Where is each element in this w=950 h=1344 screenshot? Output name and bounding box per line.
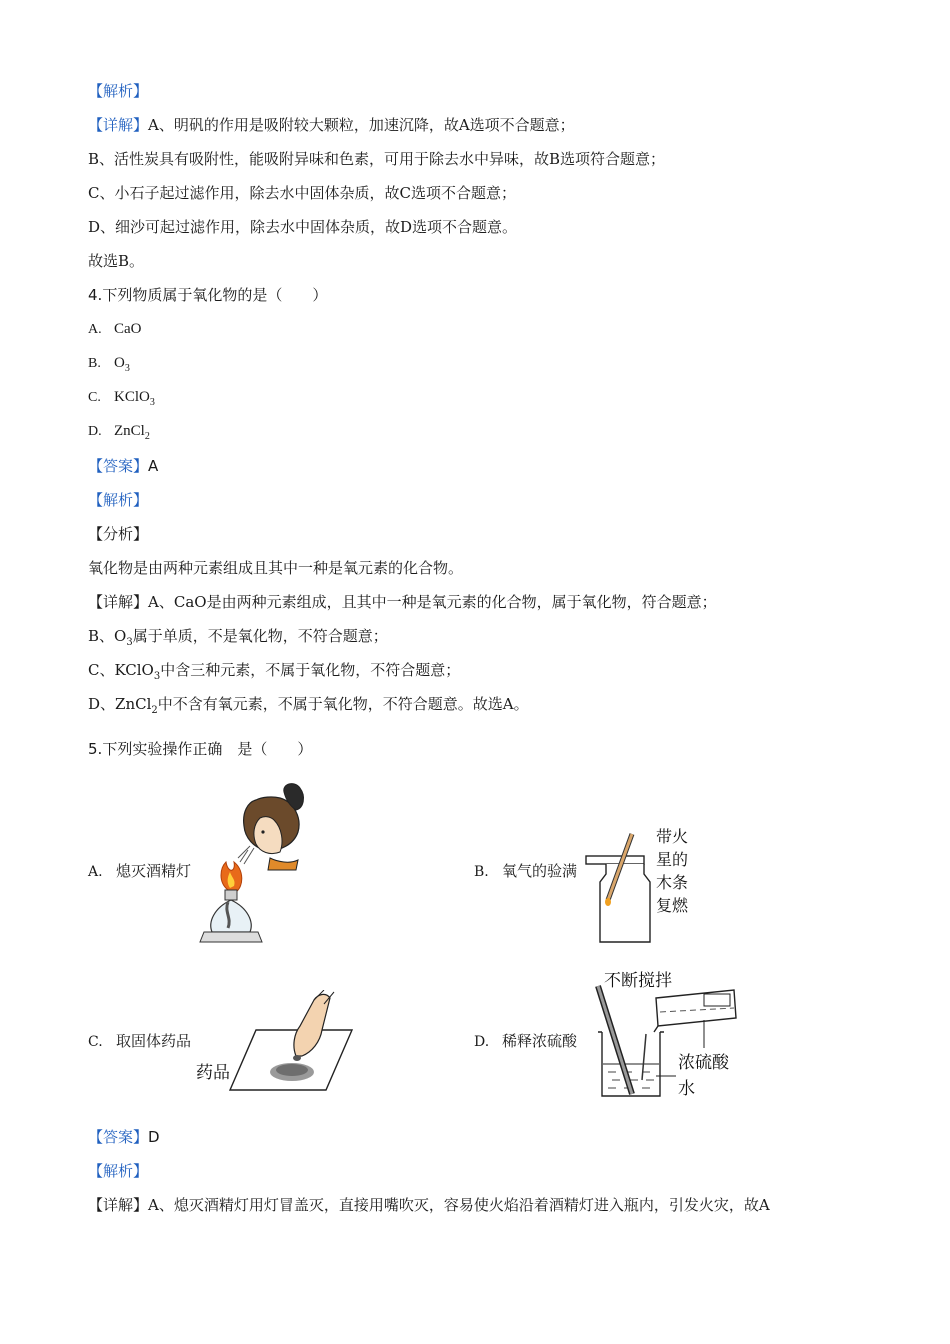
answer-line: 【答案】A [88, 457, 159, 475]
detail-line: D、ZnCl$_2$中不含有氧元素，不属于氧化物，不符合题意。故选A。 [88, 695, 529, 716]
detail-line: B、$O_3$属于单质，不是氧化物，不符合题意； [88, 627, 388, 648]
analysis-tag: 【解析】 [88, 1162, 149, 1180]
label-d-water: 水 [678, 1079, 695, 1099]
wick-holder [225, 890, 237, 900]
label-b-1: 带火 [656, 827, 689, 846]
label-c: 药品 [196, 1063, 230, 1083]
weighing-paper [230, 1030, 352, 1090]
oxygen-test-figure [584, 822, 704, 948]
question-4-stem: 4.下列物质属于氧化物的是（ ） [88, 286, 328, 304]
question-5-stem: 5.下列实验操作正确 是（ ） [88, 740, 313, 758]
label-d-stir: 不断搅拌 [604, 971, 672, 991]
detail-tag: 【详解】 [88, 1196, 149, 1214]
option-a: A. CaO [88, 321, 142, 337]
detail-line: B、活性炭具有吸附性，能吸附异味和色素，可用于除去水中异味，故B选项符合题意； [88, 150, 666, 168]
option-b: B. 氧气的验满 [474, 862, 578, 880]
fenxi-tag: 【分析】 [88, 525, 149, 543]
bottle-mouth [654, 1026, 658, 1032]
lamp-base [200, 932, 262, 942]
reagent-pile-top [276, 1064, 308, 1076]
option-c: C. 取固体药品 [88, 1032, 192, 1050]
analysis-tag: 【解析】 [88, 82, 149, 100]
detail-line: C、KClO$_3$中含三种元素，不属于氧化物，不符合题意； [88, 661, 461, 682]
glass-plate [586, 856, 644, 864]
detail-line: 【详解】A、熄灭酒精灯用灯冒盖灭，直接用嘴吹灭，容易使火焰沿着酒精灯进入瓶内，引发火灾，故A [88, 1196, 770, 1214]
label-b-2: 星的 [656, 850, 689, 869]
answer-line: 【答案】D [88, 1128, 160, 1146]
reagent-pile [270, 1063, 314, 1081]
option-d: D. ZnCl$_2$ [88, 423, 150, 442]
bottle-label [704, 994, 730, 1006]
detail-tag: 【详解】 [88, 593, 149, 611]
answer-value: D [148, 1128, 160, 1146]
answer-value: A [148, 457, 159, 475]
label-b-4: 复燃 [656, 896, 689, 915]
analysis-tag: 【解析】 [88, 491, 149, 509]
detail-line: D、细沙可起过滤作用，除去水中固体杂质，故D选项不合题意。 [88, 218, 518, 236]
alcohol-lamp-figure [198, 782, 316, 946]
solid-reagent-figure [196, 990, 358, 1098]
label-d-acid: 浓硫酸 [678, 1053, 729, 1073]
option-d: D. 稀释浓硫酸 [474, 1032, 578, 1050]
detail-line: 【详解】A、明矾的作用是吸附较大颗粒，加速沉降，故A选项不合题意； [88, 116, 575, 134]
breath-lines [238, 846, 254, 864]
detail-line: C、小石子起过滤作用，除去水中固体杂质，故C选项不合题意； [88, 184, 516, 202]
conclusion: 故选B。 [88, 252, 145, 270]
pinched-reagent [293, 1055, 301, 1061]
question-number: 5. [88, 740, 103, 758]
eye [261, 830, 264, 833]
detail-line: 【详解】A、CaO是由两种元素组成，且其中一种是氧元素的化合物，属于氧化物，符合题意； [88, 593, 717, 611]
shirt [268, 858, 298, 870]
lamp-body [211, 900, 251, 932]
option-b: B. $O_3$ [88, 355, 130, 374]
question-number: 4. [88, 286, 103, 304]
detail-tag: 【详解】 [88, 116, 149, 134]
fenxi-text: 氧化物是由两种元素组成且其中一种是氧元素的化合物。 [88, 559, 464, 577]
label-b-3: 木条 [656, 873, 689, 892]
dilution-figure [584, 968, 744, 1102]
option-c: C. KClO$_3$ [88, 389, 155, 408]
option-a: A. 熄灭酒精灯 [88, 862, 192, 880]
glowing-tip [605, 898, 611, 906]
